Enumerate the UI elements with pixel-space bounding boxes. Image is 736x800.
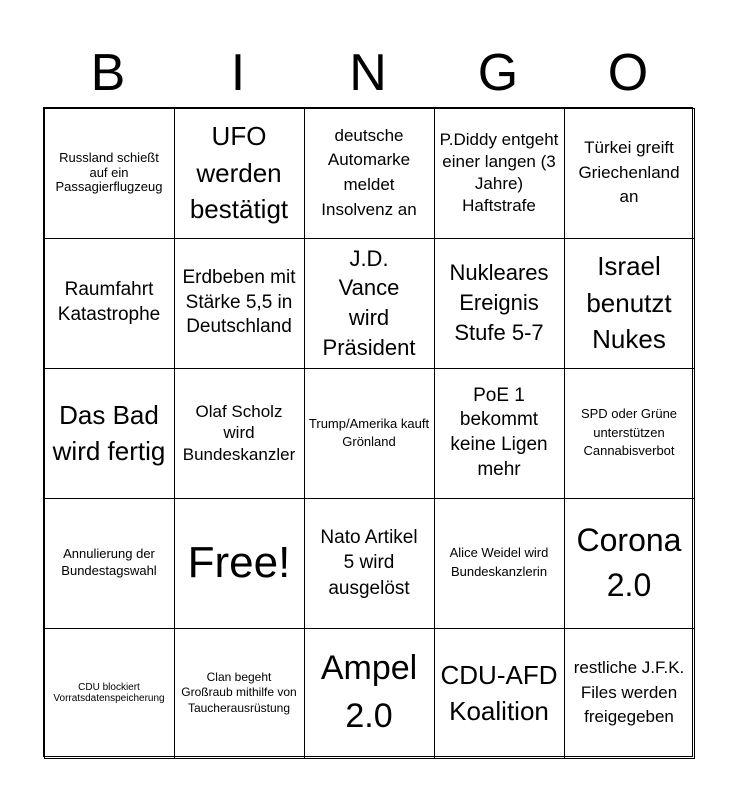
bingo-cell[interactable] <box>434 368 565 499</box>
bingo-cell[interactable] <box>44 498 175 629</box>
bingo-cell[interactable] <box>174 108 305 239</box>
bingo-cell[interactable] <box>174 628 305 759</box>
cell-text: Olaf Scholz wird Bundeskanzler <box>182 402 296 464</box>
bingo-cell[interactable] <box>564 628 695 759</box>
bingo-cell[interactable] <box>564 108 695 239</box>
bingo-cell[interactable] <box>434 498 565 629</box>
bingo-cell[interactable] <box>434 108 565 239</box>
cell-text: CDU blockiert Vorratsdatenspeicherung <box>53 681 165 704</box>
header-letter-b: B <box>90 44 126 102</box>
header-letter-g: G <box>477 44 519 102</box>
bingo-cell[interactable] <box>304 108 435 239</box>
cell-text: Ampel 2.0 <box>320 649 418 735</box>
free-label: Free! <box>187 537 291 587</box>
cell-text: Clan begeht Großraub mithilfe von Taucherausrüstung <box>181 669 297 715</box>
bingo-cell[interactable] <box>304 368 435 499</box>
bingo-cell[interactable] <box>174 238 305 369</box>
cell-text: Annulierung der Bundestagswahl <box>61 546 157 578</box>
bingo-cell[interactable] <box>434 238 565 369</box>
bingo-cell[interactable] <box>44 368 175 499</box>
cell-text: Raumfahrt Katastrophe <box>57 279 161 325</box>
header-letter-o: O <box>607 44 649 102</box>
cell-text: SPD oder Grüne unterstützen Cannabisverbot <box>580 405 678 459</box>
cell-text: Erdbeben mit Stärke 5,5 in Deutschland <box>182 266 296 338</box>
free-space[interactable] <box>174 498 305 629</box>
bingo-cell[interactable] <box>304 238 435 369</box>
header-letter-i: I <box>230 44 246 102</box>
bingo-cell[interactable] <box>564 498 695 629</box>
bingo-grid <box>43 107 693 757</box>
bingo-cell[interactable] <box>564 368 695 499</box>
cell-text: CDU-AFD Koalition <box>440 659 558 726</box>
cell-text: UFO werden bestätigt <box>189 121 289 225</box>
cell-text: restliche J.F.K. Files werden freigegeben <box>573 658 685 727</box>
cell-text: PoE 1 bekommt keine Ligen mehr <box>450 384 548 480</box>
bingo-cell[interactable] <box>44 628 175 759</box>
cell-text: Corona 2.0 <box>576 522 682 603</box>
cell-text: deutsche Automarke meldet Insolvenz an <box>321 125 417 219</box>
cell-text: Israel benutzt Nukes <box>586 251 672 355</box>
bingo-cell[interactable] <box>304 628 435 759</box>
cell-text: Das Bad wird fertig <box>52 399 166 466</box>
bingo-cell[interactable] <box>44 108 175 239</box>
bingo-cell[interactable] <box>434 628 565 759</box>
bingo-cell[interactable] <box>44 238 175 369</box>
cell-text: Trump/Amerika kauft Grönland <box>308 415 430 449</box>
cell-text: Alice Weidel wird Bundeskanzlerin <box>449 545 549 579</box>
bingo-header <box>43 38 693 108</box>
cell-text: Türkei greift Griechenland an <box>578 138 680 207</box>
cell-text: P.Diddy entgeht einer langen (3 Jahre) Haftstrafe <box>439 129 559 216</box>
header-letter-n: N <box>349 44 387 102</box>
cell-text: Russland schießt auf ein Passagierflugzeug <box>55 149 163 195</box>
cell-text: Nukleares Ereignis Stufe 5-7 <box>449 260 549 345</box>
bingo-cell[interactable] <box>174 368 305 499</box>
cell-text: J.D. Vance wird Präsident <box>322 245 416 360</box>
bingo-cell[interactable] <box>304 498 435 629</box>
bingo-cell[interactable] <box>564 238 695 369</box>
cell-text: Nato Artikel 5 wird ausgelöst <box>320 526 418 599</box>
